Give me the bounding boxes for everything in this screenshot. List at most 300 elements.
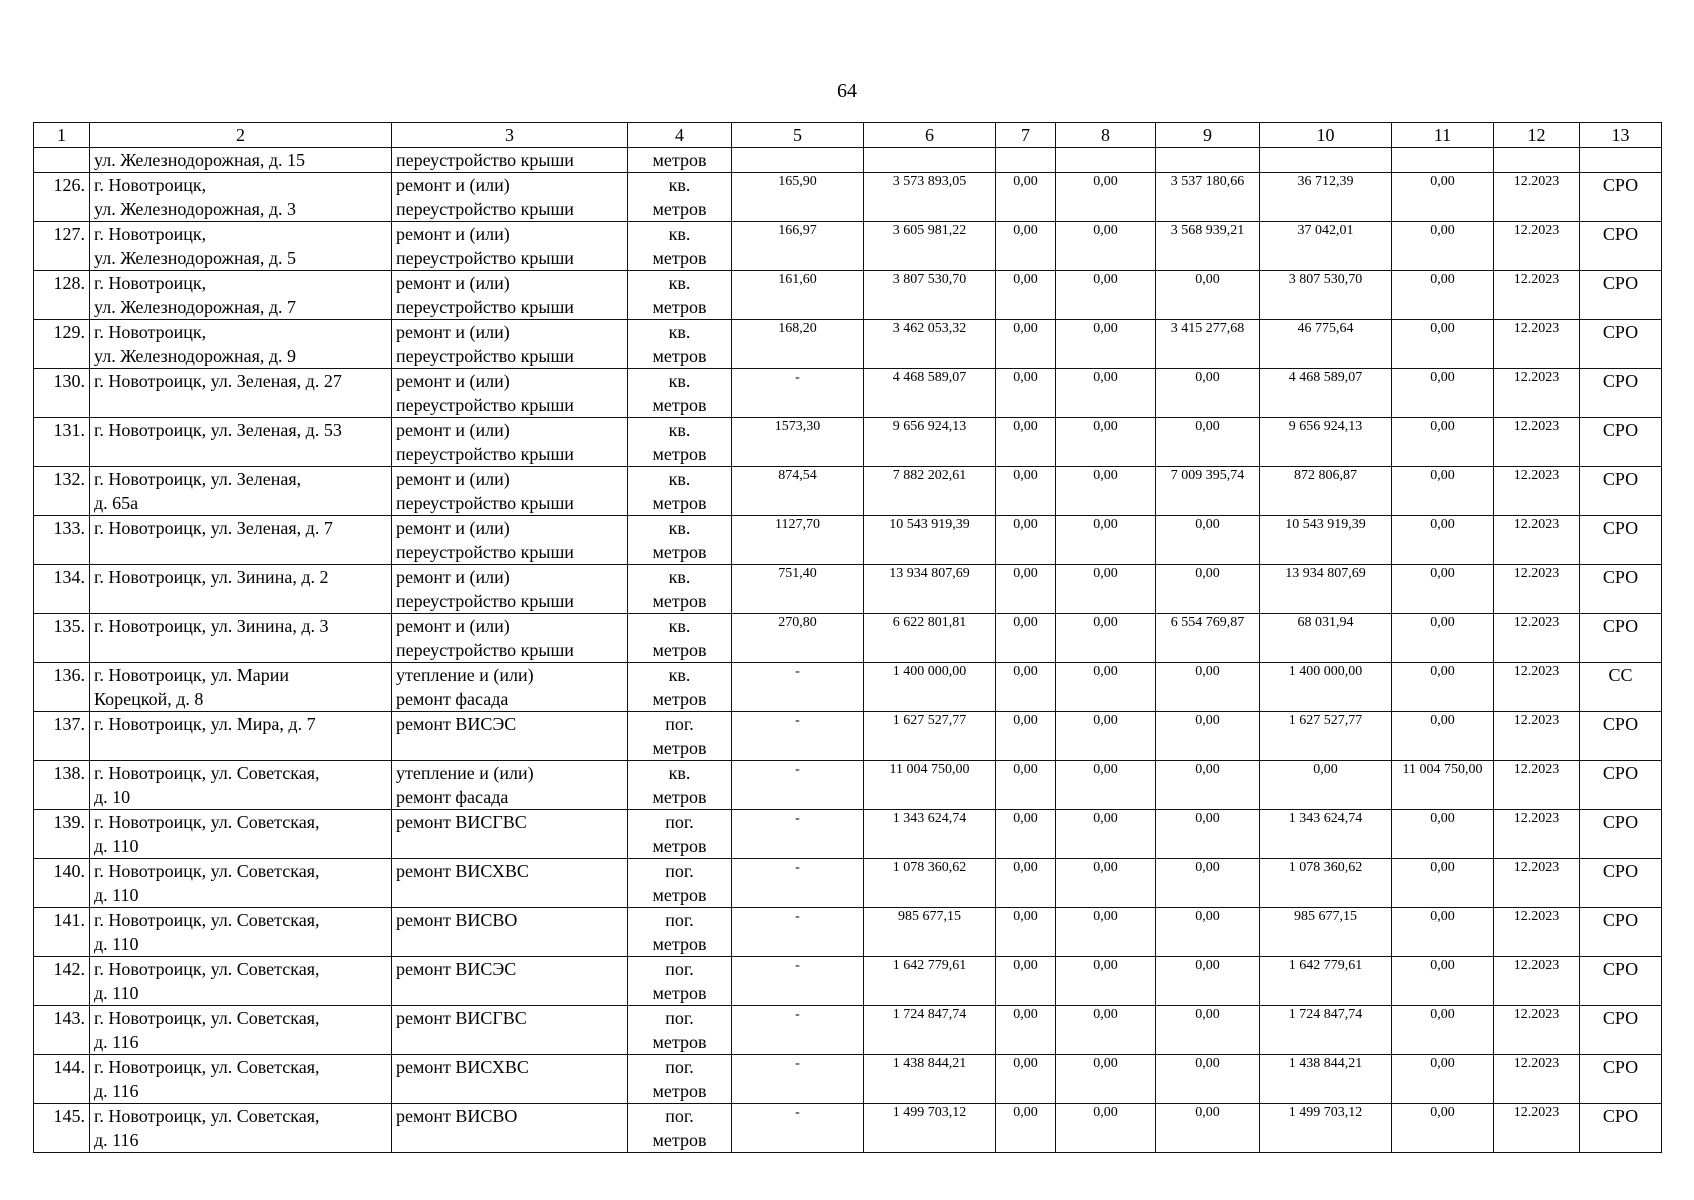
cell-col-11: 0,00 xyxy=(1392,810,1494,859)
cell-col-5: 165,90 xyxy=(732,173,864,222)
cell-col-9: 0,00 xyxy=(1156,957,1260,1006)
table-row xyxy=(34,712,1662,761)
cell-col-7: 0,00 xyxy=(996,614,1056,663)
cell-col-9: 0,00 xyxy=(1156,271,1260,320)
cell-col-7: 0,00 xyxy=(996,173,1056,222)
cell-address: г. Новотроицк, ул. Мира, д. 7 xyxy=(90,712,392,761)
cell-col-13: СРО xyxy=(1580,516,1662,565)
table-row xyxy=(34,565,1662,614)
cell-address: г. Новотроицк, ул. Зинина, д. 3 xyxy=(90,614,392,663)
cell-address: г. Новотроицк, ул. Марии Корецкой, д. 8 xyxy=(90,663,392,712)
column-header: 3 xyxy=(392,123,628,148)
cell-col-9: 0,00 xyxy=(1156,1055,1260,1104)
cell-work-type: утепление и (или) ремонт фасада xyxy=(392,761,628,810)
cell-address: г. Новотроицк, ул. Железнодорожная, д. 3 xyxy=(90,173,392,222)
cell-row-number: 139. xyxy=(34,810,90,859)
cell-col-7: 0,00 xyxy=(996,320,1056,369)
cell-col-8: 0,00 xyxy=(1056,271,1156,320)
cell-row-number: 141. xyxy=(34,908,90,957)
cell-address: г. Новотроицк, ул. Железнодорожная, д. 7 xyxy=(90,271,392,320)
cell-col-12: 12.2023 xyxy=(1494,663,1580,712)
cell-col-13: СРО xyxy=(1580,1006,1662,1055)
column-header: 5 xyxy=(732,123,864,148)
table-row xyxy=(34,467,1662,516)
cell-col-8: 0,00 xyxy=(1056,173,1156,222)
cell-address: г. Новотроицк, ул. Советская, д. 116 xyxy=(90,1055,392,1104)
cell-col-6: 6 622 801,81 xyxy=(864,614,996,663)
cell-row-number: 140. xyxy=(34,859,90,908)
table-row xyxy=(34,1055,1662,1104)
cell-work-type: ремонт ВИСЭС xyxy=(392,712,628,761)
cell-col-11: 0,00 xyxy=(1392,271,1494,320)
cell-col-13: СРО xyxy=(1580,859,1662,908)
cell-row-number: 127. xyxy=(34,222,90,271)
cell-row-number: 143. xyxy=(34,1006,90,1055)
cell-col-5: - xyxy=(732,663,864,712)
cell-address: г. Новотроицк, ул. Советская, д. 110 xyxy=(90,908,392,957)
cell-unit: пог. метров xyxy=(628,859,732,908)
cell-col-7: 0,00 xyxy=(996,516,1056,565)
cell-address: г. Новотроицк, ул. Зинина, д. 2 xyxy=(90,565,392,614)
column-header: 9 xyxy=(1156,123,1260,148)
cell-col-10: 1 642 779,61 xyxy=(1260,957,1392,1006)
cell-col-9: 0,00 xyxy=(1156,516,1260,565)
cell-col-11: 0,00 xyxy=(1392,908,1494,957)
cell-address: г. Новотроицк, ул. Советская, д. 10 xyxy=(90,761,392,810)
cell-row-number: 137. xyxy=(34,712,90,761)
cell-col-8: 0,00 xyxy=(1056,712,1156,761)
column-header: 1 xyxy=(34,123,90,148)
cell-col-12: 12.2023 xyxy=(1494,271,1580,320)
cell-col-11: 0,00 xyxy=(1392,663,1494,712)
cell-unit: кв. метров xyxy=(628,663,732,712)
cell-col-6: 9 656 924,13 xyxy=(864,418,996,467)
cell-col-10: 1 078 360,62 xyxy=(1260,859,1392,908)
cell-work-type: переустройство крыши xyxy=(392,148,628,173)
cell-address: г. Новотроицк, ул. Советская, д. 110 xyxy=(90,957,392,1006)
page-number: 64 xyxy=(837,80,857,102)
cell-col-7 xyxy=(996,148,1056,173)
cell-work-type: ремонт и (или) переустройство крыши xyxy=(392,614,628,663)
table-row xyxy=(34,418,1662,467)
cell-address: ул. Железнодорожная, д. 15 xyxy=(90,148,392,173)
cell-address: г. Новотроицк, ул. Советская, д. 116 xyxy=(90,1006,392,1055)
cell-address: г. Новотроицк, ул. Советская, д. 110 xyxy=(90,859,392,908)
cell-col-8: 0,00 xyxy=(1056,369,1156,418)
cell-col-6: 1 078 360,62 xyxy=(864,859,996,908)
cell-row-number: 133. xyxy=(34,516,90,565)
cell-col-12: 12.2023 xyxy=(1494,173,1580,222)
cell-col-7: 0,00 xyxy=(996,712,1056,761)
cell-col-10: 10 543 919,39 xyxy=(1260,516,1392,565)
cell-col-11: 0,00 xyxy=(1392,467,1494,516)
cell-col-12: 12.2023 xyxy=(1494,418,1580,467)
cell-col-7: 0,00 xyxy=(996,467,1056,516)
table-row xyxy=(34,271,1662,320)
cell-work-type: ремонт ВИСГВС xyxy=(392,810,628,859)
table-row xyxy=(34,859,1662,908)
table-row xyxy=(34,1104,1662,1153)
table-row xyxy=(34,761,1662,810)
cell-col-7: 0,00 xyxy=(996,369,1056,418)
cell-col-6: 1 343 624,74 xyxy=(864,810,996,859)
cell-col-8: 0,00 xyxy=(1056,320,1156,369)
cell-col-5: 161,60 xyxy=(732,271,864,320)
cell-unit: пог. метров xyxy=(628,1006,732,1055)
cell-col-10: 872 806,87 xyxy=(1260,467,1392,516)
cell-work-type: ремонт и (или) переустройство крыши xyxy=(392,320,628,369)
table-row xyxy=(34,369,1662,418)
cell-work-type: ремонт ВИСГВС xyxy=(392,1006,628,1055)
cell-col-10: 1 343 624,74 xyxy=(1260,810,1392,859)
cell-address: г. Новотроицк, ул. Советская, д. 110 xyxy=(90,810,392,859)
table-row xyxy=(34,516,1662,565)
cell-col-9: 6 554 769,87 xyxy=(1156,614,1260,663)
cell-row-number: 138. xyxy=(34,761,90,810)
table-row xyxy=(34,614,1662,663)
cell-col-13: СРО xyxy=(1580,1104,1662,1153)
cell-col-11: 0,00 xyxy=(1392,614,1494,663)
cell-unit: кв. метров xyxy=(628,516,732,565)
cell-work-type: ремонт ВИСХВС xyxy=(392,859,628,908)
cell-col-12: 12.2023 xyxy=(1494,859,1580,908)
cell-col-13: СРО xyxy=(1580,614,1662,663)
cell-unit: метров xyxy=(628,148,732,173)
cell-work-type: ремонт и (или) переустройство крыши xyxy=(392,467,628,516)
table-body xyxy=(34,148,1662,1153)
table-row xyxy=(34,908,1662,957)
cell-col-6: 985 677,15 xyxy=(864,908,996,957)
cell-col-12: 12.2023 xyxy=(1494,957,1580,1006)
cell-col-10: 13 934 807,69 xyxy=(1260,565,1392,614)
table-row xyxy=(34,222,1662,271)
cell-row-number: 144. xyxy=(34,1055,90,1104)
work-registry-table xyxy=(33,122,1662,1153)
cell-col-5: - xyxy=(732,908,864,957)
cell-col-11: 0,00 xyxy=(1392,369,1494,418)
cell-col-9: 0,00 xyxy=(1156,712,1260,761)
cell-col-8: 0,00 xyxy=(1056,516,1156,565)
cell-work-type: ремонт ВИСХВС xyxy=(392,1055,628,1104)
continuation-row xyxy=(34,148,1662,173)
cell-col-12: 12.2023 xyxy=(1494,516,1580,565)
cell-col-13: СС xyxy=(1580,663,1662,712)
cell-col-12: 12.2023 xyxy=(1494,712,1580,761)
cell-col-7: 0,00 xyxy=(996,810,1056,859)
column-header: 2 xyxy=(90,123,392,148)
cell-unit: кв. метров xyxy=(628,761,732,810)
cell-col-13: СРО xyxy=(1580,957,1662,1006)
cell-col-12: 12.2023 xyxy=(1494,908,1580,957)
table-row xyxy=(34,1006,1662,1055)
cell-row-number: 132. xyxy=(34,467,90,516)
cell-col-7: 0,00 xyxy=(996,1055,1056,1104)
cell-col-8: 0,00 xyxy=(1056,418,1156,467)
cell-col-8: 0,00 xyxy=(1056,614,1156,663)
cell-work-type: ремонт и (или) переустройство крыши xyxy=(392,516,628,565)
cell-col-11: 0,00 xyxy=(1392,222,1494,271)
cell-work-type: ремонт ВИСВО xyxy=(392,908,628,957)
cell-col-13: СРО xyxy=(1580,712,1662,761)
cell-col-8: 0,00 xyxy=(1056,908,1156,957)
cell-col-13: СРО xyxy=(1580,908,1662,957)
cell-col-10: 3 807 530,70 xyxy=(1260,271,1392,320)
cell-col-8: 0,00 xyxy=(1056,859,1156,908)
cell-col-6: 3 462 053,32 xyxy=(864,320,996,369)
cell-work-type: ремонт и (или) переустройство крыши xyxy=(392,565,628,614)
column-header: 13 xyxy=(1580,123,1662,148)
cell-col-11 xyxy=(1392,148,1494,173)
cell-col-6 xyxy=(864,148,996,173)
cell-col-5: - xyxy=(732,369,864,418)
cell-col-5: 168,20 xyxy=(732,320,864,369)
cell-col-13: СРО xyxy=(1580,173,1662,222)
cell-row-number: 145. xyxy=(34,1104,90,1153)
cell-col-5: 874,54 xyxy=(732,467,864,516)
cell-col-10: 1 724 847,74 xyxy=(1260,1006,1392,1055)
cell-col-10: 46 775,64 xyxy=(1260,320,1392,369)
cell-col-6: 3 605 981,22 xyxy=(864,222,996,271)
cell-col-9 xyxy=(1156,148,1260,173)
cell-col-9: 0,00 xyxy=(1156,1104,1260,1153)
cell-col-6: 3 573 893,05 xyxy=(864,173,996,222)
cell-col-6: 4 468 589,07 xyxy=(864,369,996,418)
cell-col-12: 12.2023 xyxy=(1494,614,1580,663)
cell-unit: пог. метров xyxy=(628,1104,732,1153)
cell-col-9: 7 009 395,74 xyxy=(1156,467,1260,516)
column-header: 7 xyxy=(996,123,1056,148)
cell-col-7: 0,00 xyxy=(996,1104,1056,1153)
table-row xyxy=(34,663,1662,712)
cell-col-5: - xyxy=(732,859,864,908)
cell-col-7: 0,00 xyxy=(996,222,1056,271)
cell-col-6: 1 499 703,12 xyxy=(864,1104,996,1153)
cell-col-8: 0,00 xyxy=(1056,957,1156,1006)
cell-row-number: 142. xyxy=(34,957,90,1006)
cell-col-9: 0,00 xyxy=(1156,761,1260,810)
cell-col-9: 0,00 xyxy=(1156,565,1260,614)
cell-unit: пог. метров xyxy=(628,908,732,957)
cell-col-5: - xyxy=(732,957,864,1006)
cell-col-9: 0,00 xyxy=(1156,663,1260,712)
cell-col-6: 1 627 527,77 xyxy=(864,712,996,761)
cell-col-12: 12.2023 xyxy=(1494,222,1580,271)
cell-address: г. Новотроицк, ул. Железнодорожная, д. 5 xyxy=(90,222,392,271)
column-header: 10 xyxy=(1260,123,1392,148)
cell-col-8: 0,00 xyxy=(1056,467,1156,516)
cell-col-13: СРО xyxy=(1580,467,1662,516)
cell-unit: кв. метров xyxy=(628,173,732,222)
cell-col-10: 985 677,15 xyxy=(1260,908,1392,957)
cell-col-10: 9 656 924,13 xyxy=(1260,418,1392,467)
cell-col-9: 0,00 xyxy=(1156,908,1260,957)
cell-unit: кв. метров xyxy=(628,467,732,516)
cell-work-type: ремонт ВИСЭС xyxy=(392,957,628,1006)
cell-col-11: 0,00 xyxy=(1392,516,1494,565)
cell-work-type: ремонт и (или) переустройство крыши xyxy=(392,418,628,467)
column-header: 12 xyxy=(1494,123,1580,148)
cell-col-11: 0,00 xyxy=(1392,1104,1494,1153)
cell-col-11: 0,00 xyxy=(1392,1055,1494,1104)
cell-col-6: 13 934 807,69 xyxy=(864,565,996,614)
cell-col-9: 3 537 180,66 xyxy=(1156,173,1260,222)
cell-address: г. Новотроицк, ул. Зеленая, д. 65а xyxy=(90,467,392,516)
cell-row-number: 136. xyxy=(34,663,90,712)
cell-col-11: 0,00 xyxy=(1392,320,1494,369)
cell-col-12: 12.2023 xyxy=(1494,565,1580,614)
cell-col-7: 0,00 xyxy=(996,957,1056,1006)
cell-unit: кв. метров xyxy=(628,418,732,467)
cell-unit: кв. метров xyxy=(628,271,732,320)
cell-col-5: - xyxy=(732,810,864,859)
cell-row-number: 131. xyxy=(34,418,90,467)
cell-col-10: 4 468 589,07 xyxy=(1260,369,1392,418)
cell-col-12: 12.2023 xyxy=(1494,761,1580,810)
cell-col-10: 1 400 000,00 xyxy=(1260,663,1392,712)
cell-col-9: 0,00 xyxy=(1156,418,1260,467)
cell-address: г. Новотроицк, ул. Советская, д. 116 xyxy=(90,1104,392,1153)
cell-col-11: 0,00 xyxy=(1392,173,1494,222)
cell-col-11: 0,00 xyxy=(1392,712,1494,761)
cell-col-8: 0,00 xyxy=(1056,1055,1156,1104)
cell-row-number: 129. xyxy=(34,320,90,369)
cell-row-number: 134. xyxy=(34,565,90,614)
cell-col-13: СРО xyxy=(1580,271,1662,320)
cell-col-10: 0,00 xyxy=(1260,761,1392,810)
cell-col-7: 0,00 xyxy=(996,859,1056,908)
cell-col-11: 0,00 xyxy=(1392,1006,1494,1055)
table-row xyxy=(34,320,1662,369)
cell-col-11: 0,00 xyxy=(1392,418,1494,467)
cell-col-13: СРО xyxy=(1580,320,1662,369)
cell-col-12: 12.2023 xyxy=(1494,1055,1580,1104)
cell-col-7: 0,00 xyxy=(996,663,1056,712)
cell-col-10: 36 712,39 xyxy=(1260,173,1392,222)
cell-col-8: 0,00 xyxy=(1056,810,1156,859)
cell-unit: кв. метров xyxy=(628,369,732,418)
cell-col-7: 0,00 xyxy=(996,418,1056,467)
cell-col-13 xyxy=(1580,148,1662,173)
column-header: 6 xyxy=(864,123,996,148)
cell-unit: пог. метров xyxy=(628,712,732,761)
cell-col-8: 0,00 xyxy=(1056,1006,1156,1055)
cell-work-type: ремонт и (или) переустройство крыши xyxy=(392,271,628,320)
cell-unit: кв. метров xyxy=(628,565,732,614)
cell-address: г. Новотроицк, ул. Зеленая, д. 7 xyxy=(90,516,392,565)
cell-col-13: СРО xyxy=(1580,810,1662,859)
cell-unit: кв. метров xyxy=(628,222,732,271)
table-row xyxy=(34,810,1662,859)
cell-address: г. Новотроицк, ул. Зеленая, д. 27 xyxy=(90,369,392,418)
cell-work-type: ремонт и (или) переустройство крыши xyxy=(392,173,628,222)
cell-col-6: 10 543 919,39 xyxy=(864,516,996,565)
cell-col-5: 270,80 xyxy=(732,614,864,663)
cell-col-8 xyxy=(1056,148,1156,173)
cell-col-12 xyxy=(1494,148,1580,173)
cell-col-7: 0,00 xyxy=(996,271,1056,320)
cell-unit: пог. метров xyxy=(628,1055,732,1104)
cell-col-7: 0,00 xyxy=(996,1006,1056,1055)
cell-col-10: 1 627 527,77 xyxy=(1260,712,1392,761)
cell-col-13: СРО xyxy=(1580,565,1662,614)
cell-col-5: - xyxy=(732,761,864,810)
cell-row-number: 130. xyxy=(34,369,90,418)
cell-work-type: утепление и (или) ремонт фасада xyxy=(392,663,628,712)
cell-col-9: 3 568 939,21 xyxy=(1156,222,1260,271)
cell-col-5 xyxy=(732,148,864,173)
cell-col-6: 1 724 847,74 xyxy=(864,1006,996,1055)
cell-col-9: 0,00 xyxy=(1156,810,1260,859)
cell-unit: пог. метров xyxy=(628,957,732,1006)
cell-col-5: - xyxy=(732,712,864,761)
table-row xyxy=(34,957,1662,1006)
cell-col-8: 0,00 xyxy=(1056,565,1156,614)
cell-col-13: СРО xyxy=(1580,418,1662,467)
cell-col-13: СРО xyxy=(1580,761,1662,810)
cell-col-5: - xyxy=(732,1006,864,1055)
cell-col-11: 11 004 750,00 xyxy=(1392,761,1494,810)
cell-col-12: 12.2023 xyxy=(1494,1006,1580,1055)
cell-row-number xyxy=(34,148,90,173)
column-header: 11 xyxy=(1392,123,1494,148)
column-header: 8 xyxy=(1056,123,1156,148)
cell-col-8: 0,00 xyxy=(1056,222,1156,271)
cell-col-6: 1 400 000,00 xyxy=(864,663,996,712)
cell-col-6: 3 807 530,70 xyxy=(864,271,996,320)
cell-col-10 xyxy=(1260,148,1392,173)
column-number-header-row xyxy=(34,123,1662,148)
cell-unit: кв. метров xyxy=(628,614,732,663)
cell-col-7: 0,00 xyxy=(996,908,1056,957)
cell-row-number: 126. xyxy=(34,173,90,222)
cell-address: г. Новотроицк, ул. Железнодорожная, д. 9 xyxy=(90,320,392,369)
cell-col-5: 166,97 xyxy=(732,222,864,271)
cell-col-8: 0,00 xyxy=(1056,1104,1156,1153)
cell-col-9: 0,00 xyxy=(1156,859,1260,908)
table-row xyxy=(34,173,1662,222)
cell-col-8: 0,00 xyxy=(1056,761,1156,810)
cell-col-5: - xyxy=(732,1104,864,1153)
cell-unit: кв. метров xyxy=(628,320,732,369)
cell-col-11: 0,00 xyxy=(1392,565,1494,614)
cell-work-type: ремонт и (или) переустройство крыши xyxy=(392,369,628,418)
cell-col-11: 0,00 xyxy=(1392,957,1494,1006)
cell-col-5: 751,40 xyxy=(732,565,864,614)
cell-col-12: 12.2023 xyxy=(1494,1104,1580,1153)
cell-col-13: СРО xyxy=(1580,369,1662,418)
cell-col-12: 12.2023 xyxy=(1494,467,1580,516)
cell-col-7: 0,00 xyxy=(996,761,1056,810)
cell-col-5: 1573,30 xyxy=(732,418,864,467)
cell-address: г. Новотроицк, ул. Зеленая, д. 53 xyxy=(90,418,392,467)
cell-col-12: 12.2023 xyxy=(1494,810,1580,859)
cell-col-6: 1 642 779,61 xyxy=(864,957,996,1006)
cell-col-12: 12.2023 xyxy=(1494,369,1580,418)
cell-unit: пог. метров xyxy=(628,810,732,859)
cell-col-13: СРО xyxy=(1580,222,1662,271)
cell-col-5: - xyxy=(732,1055,864,1104)
cell-col-10: 1 499 703,12 xyxy=(1260,1104,1392,1153)
cell-col-12: 12.2023 xyxy=(1494,320,1580,369)
column-header: 4 xyxy=(628,123,732,148)
cell-col-11: 0,00 xyxy=(1392,859,1494,908)
cell-col-6: 1 438 844,21 xyxy=(864,1055,996,1104)
cell-col-10: 68 031,94 xyxy=(1260,614,1392,663)
cell-col-9: 0,00 xyxy=(1156,369,1260,418)
cell-row-number: 128. xyxy=(34,271,90,320)
cell-row-number: 135. xyxy=(34,614,90,663)
cell-col-10: 37 042,01 xyxy=(1260,222,1392,271)
